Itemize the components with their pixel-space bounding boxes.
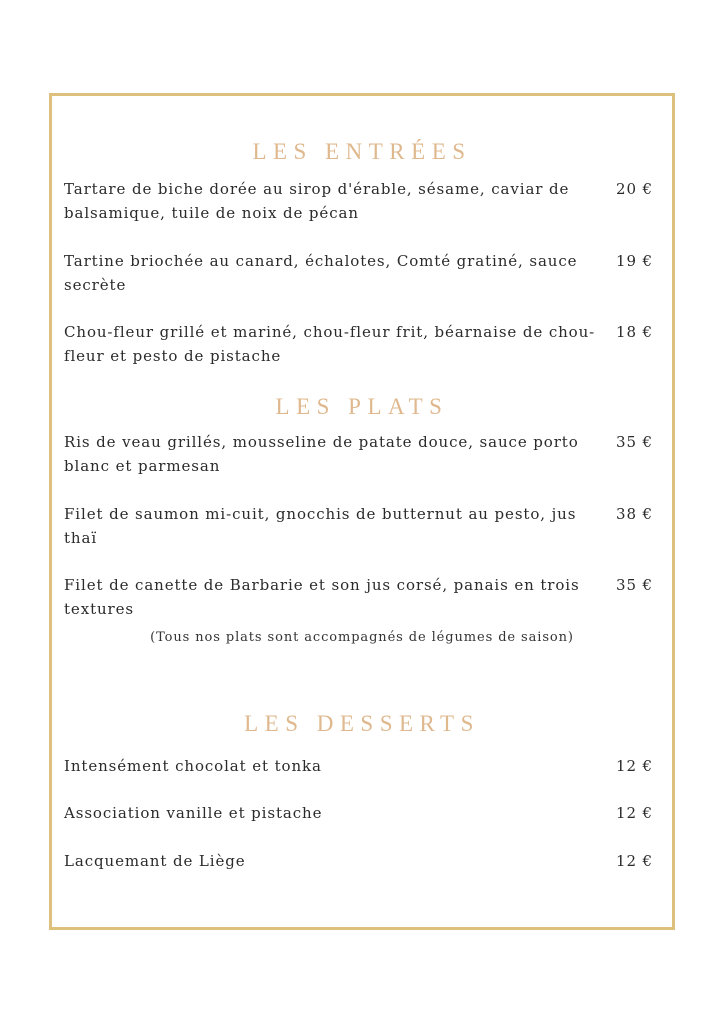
section-title-desserts: LES DESSERTS bbox=[244, 711, 480, 736]
menu-item-price: 20 € bbox=[616, 180, 653, 198]
menu-item-price: 18 € bbox=[616, 323, 653, 341]
menu-item-description: Chou-fleur grillé et mariné, chou-fleur frit, béarnaise de chou-fleur et pesto de pistache bbox=[64, 323, 596, 365]
menu-item-description: Lacquemant de Liège bbox=[64, 852, 246, 870]
menu-item-description: Filet de saumon mi-cuit, gnocchis de butternut au pesto, jus thaï bbox=[64, 505, 577, 547]
menu-item-description: Intensément chocolat et tonka bbox=[64, 757, 322, 775]
menu-item-price: 12 € bbox=[616, 852, 653, 870]
section-title-plats: LES PLATS bbox=[275, 394, 449, 419]
menu-item-price: 12 € bbox=[616, 804, 653, 822]
menu-item-price: 35 € bbox=[616, 576, 653, 594]
menu-item-description: Association vanille et pistache bbox=[64, 804, 323, 822]
menu-item-description: Tartine briochée au canard, échalotes, Comté gratiné, sauce secrète bbox=[64, 252, 578, 294]
menu-item-price: 35 € bbox=[616, 433, 653, 451]
side-dishes-note: (Tous nos plats sont accompagnés de légumes de saison) bbox=[150, 630, 574, 645]
menu-item-description: Tartare de biche dorée au sirop d'érable, sésame, caviar de balsamique, tuile de noix de pécan bbox=[64, 180, 570, 222]
section-title-entrees: LES ENTRÉES bbox=[252, 139, 472, 164]
menu-item-price: 19 € bbox=[616, 252, 653, 270]
menu-item-description: Ris de veau grillés, mousseline de patate douce, sauce porto blanc et parmesan bbox=[64, 433, 579, 475]
menu-item-price: 38 € bbox=[616, 505, 653, 523]
menu-item-price: 12 € bbox=[616, 757, 653, 775]
menu-item-description: Filet de canette de Barbarie et son jus corsé, panais en trois textures bbox=[64, 576, 580, 618]
